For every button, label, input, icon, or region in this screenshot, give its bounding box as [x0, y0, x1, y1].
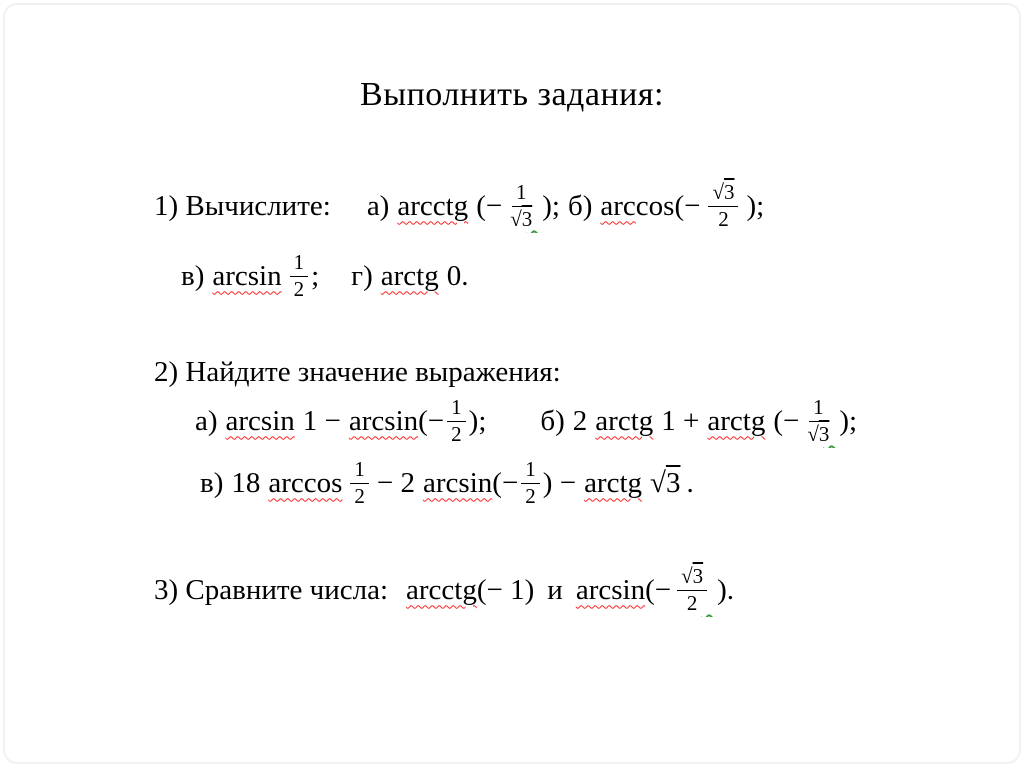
task3-line [154, 554, 734, 626]
numerator: 1 [512, 181, 531, 207]
argument-minus-one: (− 1) [476, 573, 535, 606]
coefficient-two: 2 [572, 404, 588, 437]
item-v-label: в) [181, 259, 205, 292]
denominator: 2 [718, 206, 729, 231]
grammar-squiggle [526, 217, 542, 233]
task1-line1 [154, 170, 764, 242]
task3-heading: 3) Сравните числа: [154, 573, 389, 606]
grammar-squiggle [823, 432, 839, 448]
item-g-label: г) [351, 259, 373, 292]
function-rest: cos(− [635, 189, 701, 222]
denominator: 2 [451, 421, 462, 446]
function-arcsin-paren [423, 467, 518, 500]
task2-heading: 2) Найдите значение выражения: [154, 355, 561, 388]
numerator: 1 [521, 458, 540, 484]
numerator: 1 [290, 251, 309, 277]
slide-title: Выполнить задания: [360, 76, 664, 113]
close-paren-minus: ) − [542, 466, 577, 499]
function-arcctg: arcctg [397, 189, 469, 222]
conjunction-and: и [547, 573, 563, 606]
radical-icon: √ [807, 421, 819, 446]
numerator-sqrt [708, 181, 738, 207]
operand-minus-two: − 2 [376, 466, 416, 499]
fraction-one-half [290, 251, 309, 301]
misspelled-part: arc [600, 189, 636, 222]
numerator: 1 [350, 458, 369, 484]
item-a-label: а) [195, 404, 218, 437]
numerator: 1 [447, 396, 466, 422]
function-arctg: arctg [380, 259, 439, 292]
open-paren-minus: (− [418, 404, 445, 437]
radical-icon: √ [650, 466, 666, 499]
item-v-label: в) [200, 466, 224, 499]
close-paren: ); [542, 189, 560, 222]
function-arccos [600, 190, 700, 223]
radicand: 3 [692, 563, 704, 588]
denominator: 2 [293, 276, 305, 301]
radical-icon: √ [681, 563, 693, 588]
argument-zero: 0. [446, 259, 469, 292]
function-arcsin-paren [349, 405, 444, 438]
item-b-label: б) [567, 189, 593, 222]
denominator: 2 [354, 483, 365, 508]
operand-one-minus: 1 − [302, 404, 341, 437]
task1-heading: 1) Вычислите: [154, 189, 331, 222]
function-arcctg-paren [406, 574, 534, 607]
function-arcsin: arcsin [212, 259, 282, 292]
radical-icon: √ [712, 179, 724, 204]
radicand: 3 [521, 206, 533, 231]
task1-line2 [181, 240, 468, 312]
coefficient-eighteen: 18 [231, 466, 261, 499]
item-b-label: б) [540, 404, 565, 437]
sqrt-three [650, 467, 680, 500]
period: . [686, 466, 694, 499]
item-a-label: а) [366, 189, 390, 222]
function-arcsin: arcsin [348, 404, 419, 437]
open-paren-minus: (− [476, 189, 503, 222]
denominator: 2 [686, 590, 698, 615]
function-arcsin: arcsin [423, 466, 493, 499]
close-paren: ); [746, 189, 765, 222]
function-arcsin: arcsin [575, 573, 646, 606]
radicand: 3 [818, 421, 830, 446]
close-paren: ); [839, 404, 858, 437]
function-arctg: arctg [595, 404, 654, 437]
radicand: 3 [665, 466, 681, 499]
task2-line2 [200, 447, 694, 519]
close-paren: ); [468, 404, 487, 437]
function-arcsin-paren [576, 574, 671, 607]
close-paren-period: ). [717, 573, 735, 606]
open-paren-minus: (− [773, 404, 800, 437]
fraction-one-half [447, 396, 466, 446]
operand-one-plus: 1 + [661, 404, 700, 437]
fraction-one-half [350, 458, 369, 508]
radical-icon: √ [510, 206, 522, 231]
numerator-sqrt [677, 565, 707, 591]
fraction-one-half [521, 458, 540, 508]
radicand: 3 [723, 179, 735, 204]
grammar-squiggle [701, 601, 717, 617]
function-arcsin: arcsin [225, 404, 295, 437]
function-arccos: arccos [268, 466, 343, 499]
denominator: 2 [525, 483, 536, 508]
function-arctg: arctg [584, 466, 643, 499]
semicolon: ; [311, 259, 320, 292]
function-arctg: arctg [707, 404, 766, 437]
numerator: 1 [809, 396, 828, 422]
open-paren-minus: (− [492, 466, 519, 499]
open-paren-minus: (− [645, 573, 672, 606]
fraction-sqrt3-over-2 [708, 181, 738, 231]
function-arcctg: arcctg [406, 573, 477, 606]
